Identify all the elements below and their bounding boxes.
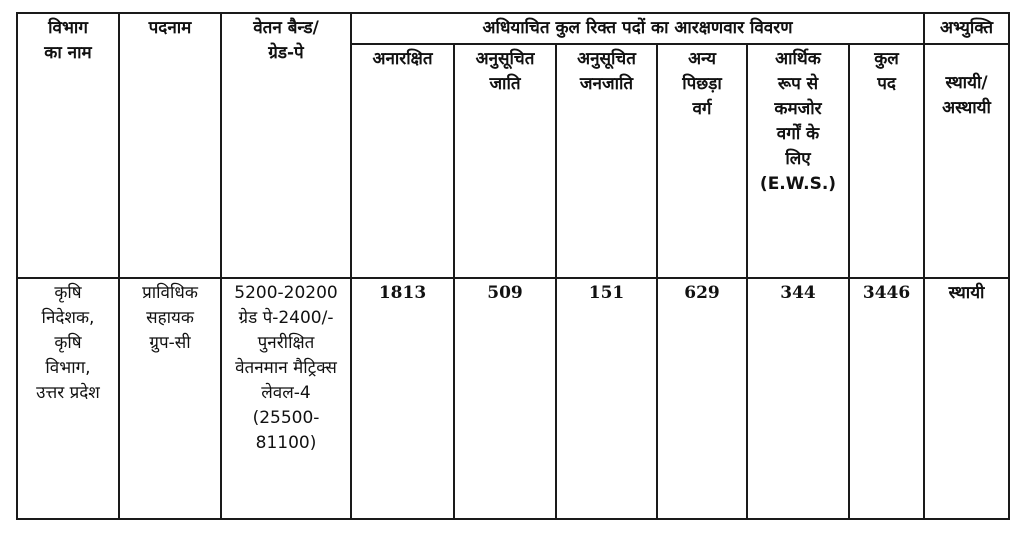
header-unreserved: अनारक्षित	[351, 44, 454, 278]
header-post-name: पदनाम	[119, 13, 221, 278]
cell-remarks: स्थायी	[924, 278, 1009, 519]
cell-unreserved: 1813	[351, 278, 454, 519]
header-ews: आर्थिक रूप से कमजोर वर्गों के लिए (E.W.S.)	[747, 44, 849, 278]
header-obc: अन्य पिछड़ा वर्ग	[657, 44, 747, 278]
header-remarks: अभ्युक्ति	[924, 13, 1009, 44]
cell-post-name: प्राविधिक सहायक ग्रुप-सी	[119, 278, 221, 519]
header-pay-band: वेतन बैन्ड/ ग्रेड-पे	[221, 13, 351, 278]
header-permanent-temporary: स्थायी/ अस्थायी	[924, 44, 1009, 278]
header-sc: अनुसूचित जाति	[454, 44, 556, 278]
header-department: विभाग का नाम	[17, 13, 119, 278]
vacancy-table	[16, 12, 1010, 520]
cell-obc: 629	[657, 278, 747, 519]
table-row	[17, 278, 1009, 519]
cell-total: 3446	[849, 278, 924, 519]
header-row-1	[17, 13, 1009, 44]
cell-st: 151	[556, 278, 657, 519]
header-st: अनुसूचित जनजाति	[556, 44, 657, 278]
cell-ews: 344	[747, 278, 849, 519]
header-total: कुल पद	[849, 44, 924, 278]
cell-pay-band: 5200-20200 ग्रेड पे-2400/- पुनरीक्षित वेतनमान मैट्रिक्स लेवल-4 (25500- 81100)	[221, 278, 351, 519]
cell-sc: 509	[454, 278, 556, 519]
header-reservation-group: अधियाचित कुल रिक्त पदों का आरक्षणवार विवरण	[351, 13, 924, 44]
cell-department: कृषि निदेशक, कृषि विभाग, उत्तर प्रदेश	[17, 278, 119, 519]
